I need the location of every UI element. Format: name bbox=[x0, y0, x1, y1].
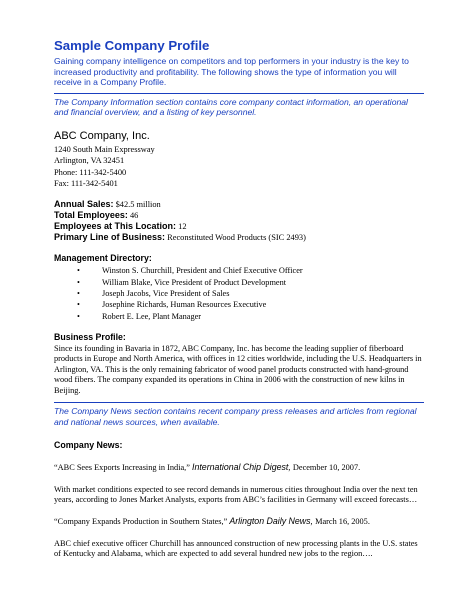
publication-name: International Chip Digest, bbox=[192, 462, 291, 473]
company-info-note: The Company Information section contains core company contact information, an operational and financial overview, and a listing of key personnel. bbox=[54, 96, 408, 118]
fact-annual-sales: Annual Sales: $42.5 million bbox=[54, 198, 161, 209]
news-headline: “ABC Sees Exports Increasing in India,” International Chip Digest, December 10, 2007. bbox=[54, 462, 361, 473]
phone-line: Phone: 111-342-5400 bbox=[54, 167, 127, 177]
news-summary: With market conditions expected to see record demands in numerous cities throughout India over the next ten years, according to Jones Market Analysts, exports from ABC’s facilities in Germany will exceed forecasts… bbox=[54, 484, 418, 504]
address-line: 1240 South Main Expressway bbox=[54, 144, 155, 154]
management-heading: Management Directory: bbox=[54, 253, 152, 264]
list-item: • William Blake, Vice President of Product Development bbox=[77, 277, 287, 287]
company-name: ABC Company, Inc. bbox=[54, 129, 150, 142]
news-headline: “Company Expands Production in Southern States,” Arlington Daily News, March 16, 2005. bbox=[54, 516, 370, 527]
company-news-heading: Company News: bbox=[54, 440, 123, 451]
news-summary: ABC chief executive officer Churchill has announced construction of new processing plants in the U.S. states of Kentucky and Alabama, which are expected to add several hundred new jobs to the region…. bbox=[54, 538, 418, 559]
business-profile-heading: Business Profile: bbox=[54, 331, 126, 342]
list-item: • Winston S. Churchill, President and Chief Executive Officer bbox=[77, 266, 303, 276]
management-list bbox=[54, 265, 424, 321]
fact-line-of-business: Primary Line of Business: Reconstituted Wood Products (SIC 2493) bbox=[54, 232, 306, 243]
list-item: • Josephine Richards, Human Resources Executive bbox=[77, 300, 267, 310]
business-profile-text: Since its founding in Bavaria in 1872, ABC Company, Inc. has become the leading supplier of fiberboard products in Europe and North America, with offices in 12 cities worldwide, including the U.S. Headquarters in Arlington, VA. This is the only remaining fabricator of wood panel products constructed with hand-ground wood fibers. The company expanded its operations in China in 2006 with the construction of new kilns in Beijing. bbox=[54, 343, 422, 395]
intro-text: Gaining company intelligence on competitors and top performers in your industry is the key to increased productivity and profitability. The following shows the type of information you will receive in a Company Profile. bbox=[54, 56, 409, 88]
fax-line: Fax: 111-342-5401 bbox=[54, 179, 118, 189]
page-title: Sample Company Profile bbox=[54, 38, 210, 53]
section-divider bbox=[54, 93, 424, 94]
address-line: Arlington, VA 32451 bbox=[54, 156, 125, 166]
company-address bbox=[54, 144, 424, 190]
company-news-note: The Company News section contains recent company press releases and articles from regional and national news sources, when available. bbox=[54, 405, 417, 427]
list-item: • Robert E. Lee, Plant Manager bbox=[77, 311, 202, 321]
list-item: • Joseph Jacobs, Vice President of Sales bbox=[77, 289, 230, 298]
fact-location-employees: Employees at This Location: 12 bbox=[54, 221, 187, 231]
publication-name: Arlington Daily News, bbox=[229, 516, 313, 527]
company-facts bbox=[54, 199, 424, 244]
section-divider bbox=[54, 402, 424, 403]
fact-total-employees: Total Employees: 46 bbox=[54, 209, 139, 220]
